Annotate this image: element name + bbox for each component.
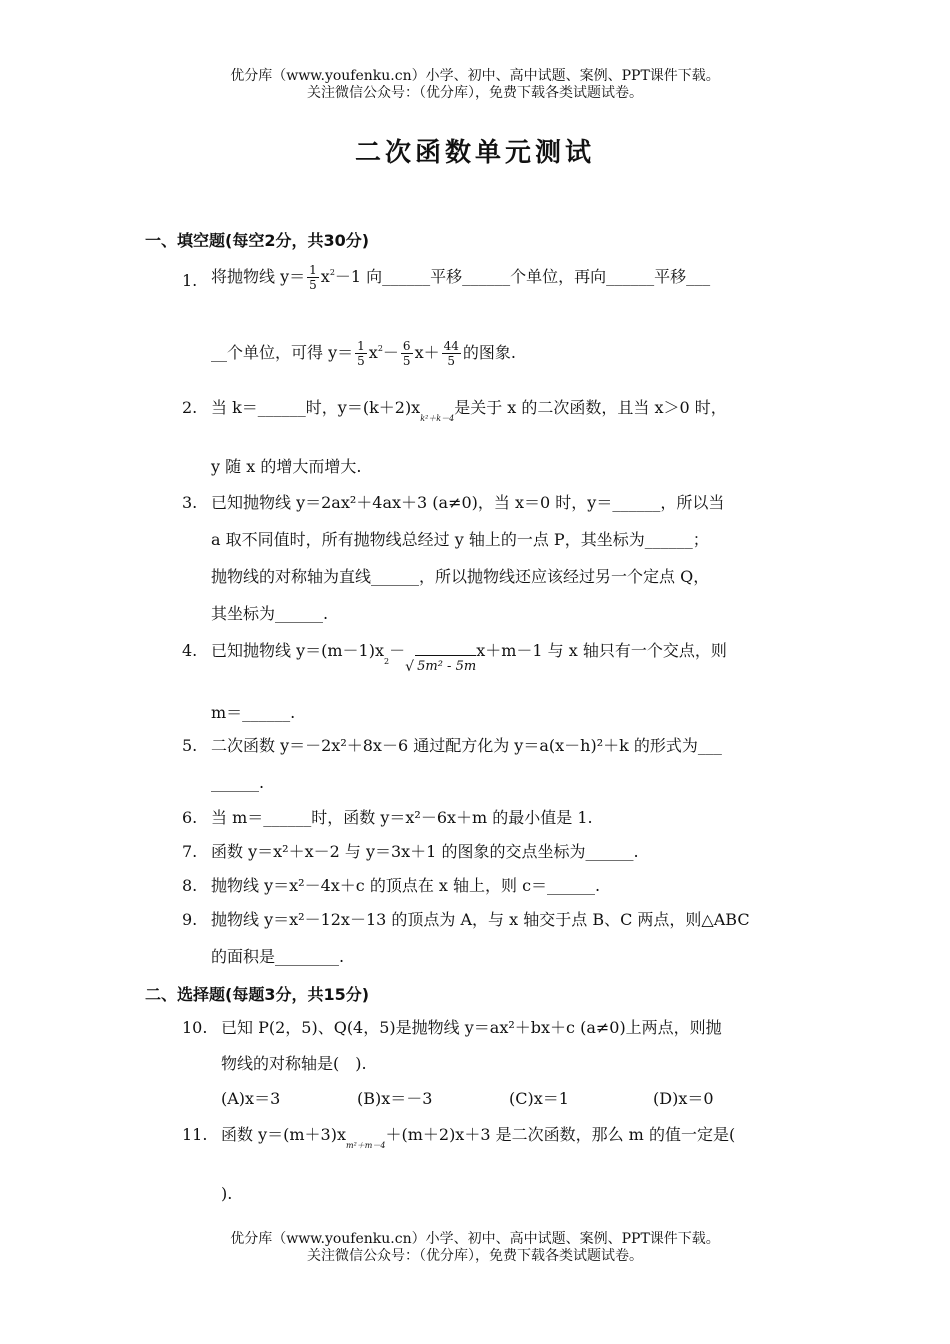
- option-d: (D)x＝0: [653, 1089, 714, 1108]
- question-5-line-1: 二次函数 y＝－2x²＋8x－6 通过配方化为 y＝a(x－h)²＋k 的形式为___: [211, 736, 722, 755]
- question-4-line-1: 已知抛物线 $y=(m-1)x_2-$ √ 5m² - 5mx＋m－1 与 x 轴只有一个交点，则: [211, 640, 727, 678]
- question-number: 8.: [182, 876, 198, 895]
- question-4-line-2: m＝______.: [211, 703, 296, 722]
- question-number: 9.: [182, 910, 198, 929]
- question-1-line-1: 将抛物线 y＝ $\frac{1}{5}$ $x^2-1$ 向______平移______个单位，再向______平移___: [211, 263, 711, 292]
- option-c: (C)x＝1: [509, 1089, 569, 1108]
- question-2-line-2: y 随 x 的增大而增大.: [211, 457, 362, 476]
- fraction: $\frac{44}{5}$: [443, 339, 459, 368]
- question-number: 7.: [182, 842, 198, 861]
- square-root: √ 5m² - 5m: [405, 656, 476, 678]
- fraction: $\frac{1}{5}$: [309, 263, 317, 292]
- question-2-line-1: 当 k＝______时，$y=(k+2)x_{k^2+k-4}$是关于 x 的二次函数，且当 x＞0 时，: [211, 398, 727, 423]
- question-number: 6.: [182, 808, 198, 827]
- question-10-line-2: 物线的对称轴是( ).: [221, 1054, 367, 1073]
- page-footer: [0, 1231, 950, 1265]
- question-number: 10.: [182, 1018, 208, 1037]
- fraction: $\frac{6}{5}$: [402, 339, 411, 368]
- question-number: 4.: [182, 641, 198, 660]
- fraction: $\frac{1}{5}$: [357, 339, 365, 368]
- header-line-2: 关注微信公众号：（优分库），免费下载各类试题试卷。: [307, 85, 643, 101]
- option-b: (B)x＝－3: [357, 1089, 433, 1108]
- page-header: [0, 68, 950, 102]
- question-number: 3.: [182, 493, 198, 512]
- section-heading-multiple-choice: 二、选择题(每题3分，共15分): [145, 985, 370, 1004]
- question-11-line-1: 函数 $y=(m+3)x_{m^2+m-4}+(m+2)x+3$ 是二次函数，那么 m 的值一定是(: [221, 1125, 736, 1150]
- question-3-line-4: 其坐标为______.: [211, 604, 329, 623]
- question-number: 5.: [182, 736, 198, 755]
- footer-line-2: 关注微信公众号：（优分库），免费下载各类试题试卷。: [307, 1248, 643, 1264]
- page-title: 二次函数单元测试: [354, 138, 595, 168]
- question-10-line-1: 已知 P(2，5)、Q(4，5)是抛物线 y＝ax²＋bx＋c (a≠0)上两点，则抛: [221, 1018, 722, 1037]
- header-line-1: 优分库（www.youfenku.cn）小学、初中、高中试题、案例、PPT课件下载。: [230, 68, 720, 84]
- question-number: 2.: [182, 398, 198, 417]
- question-1-line-2: __个单位，可得 y＝ $\frac{1}{5}$ $x^2-$ $\frac{6}{5}$ x＋ $\frac{44}{5}$ 的图象.: [211, 339, 516, 368]
- section-heading-fill-blank: 一、填空题(每空2分，共30分): [145, 231, 370, 250]
- question-7-text: 函数 y＝x²＋x－2 与 y＝3x＋1 的图象的交点坐标为______.: [211, 842, 639, 861]
- question-9-line-1: 抛物线 y＝x²－12x－13 的顶点为 A，与 x 轴交于点 B、C 两点，则△ABC: [211, 910, 750, 929]
- question-9-line-2: 的面积是________.: [211, 947, 345, 966]
- question-number: 11.: [182, 1125, 208, 1144]
- question-5-line-2: ______.: [211, 773, 265, 792]
- question-number: 1.: [182, 271, 198, 290]
- question-6-text: 当 m＝______时，函数 y＝x²－6x＋m 的最小值是 1.: [211, 808, 593, 827]
- question-3-line-1: 已知抛物线 y＝2ax²＋4ax＋3 (a≠0)，当 x＝0 时，y＝______，所以当: [211, 493, 725, 512]
- question-3-line-3: 抛物线的对称轴为直线______，所以抛物线还应该经过另一个定点 Q，: [211, 567, 710, 586]
- footer-line-1: 优分库（www.youfenku.cn）小学、初中、高中试题、案例、PPT课件下载。: [230, 1231, 720, 1247]
- question-8-text: 抛物线 y＝x²－4x＋c 的顶点在 x 轴上，则 c＝______.: [211, 876, 601, 895]
- question-11-line-2: ).: [221, 1184, 233, 1203]
- question-3-line-2: a 取不同值时，所有抛物线总经过 y 轴上的一点 P，其坐标为______；: [211, 530, 709, 549]
- option-a: (A)x＝3: [221, 1089, 281, 1108]
